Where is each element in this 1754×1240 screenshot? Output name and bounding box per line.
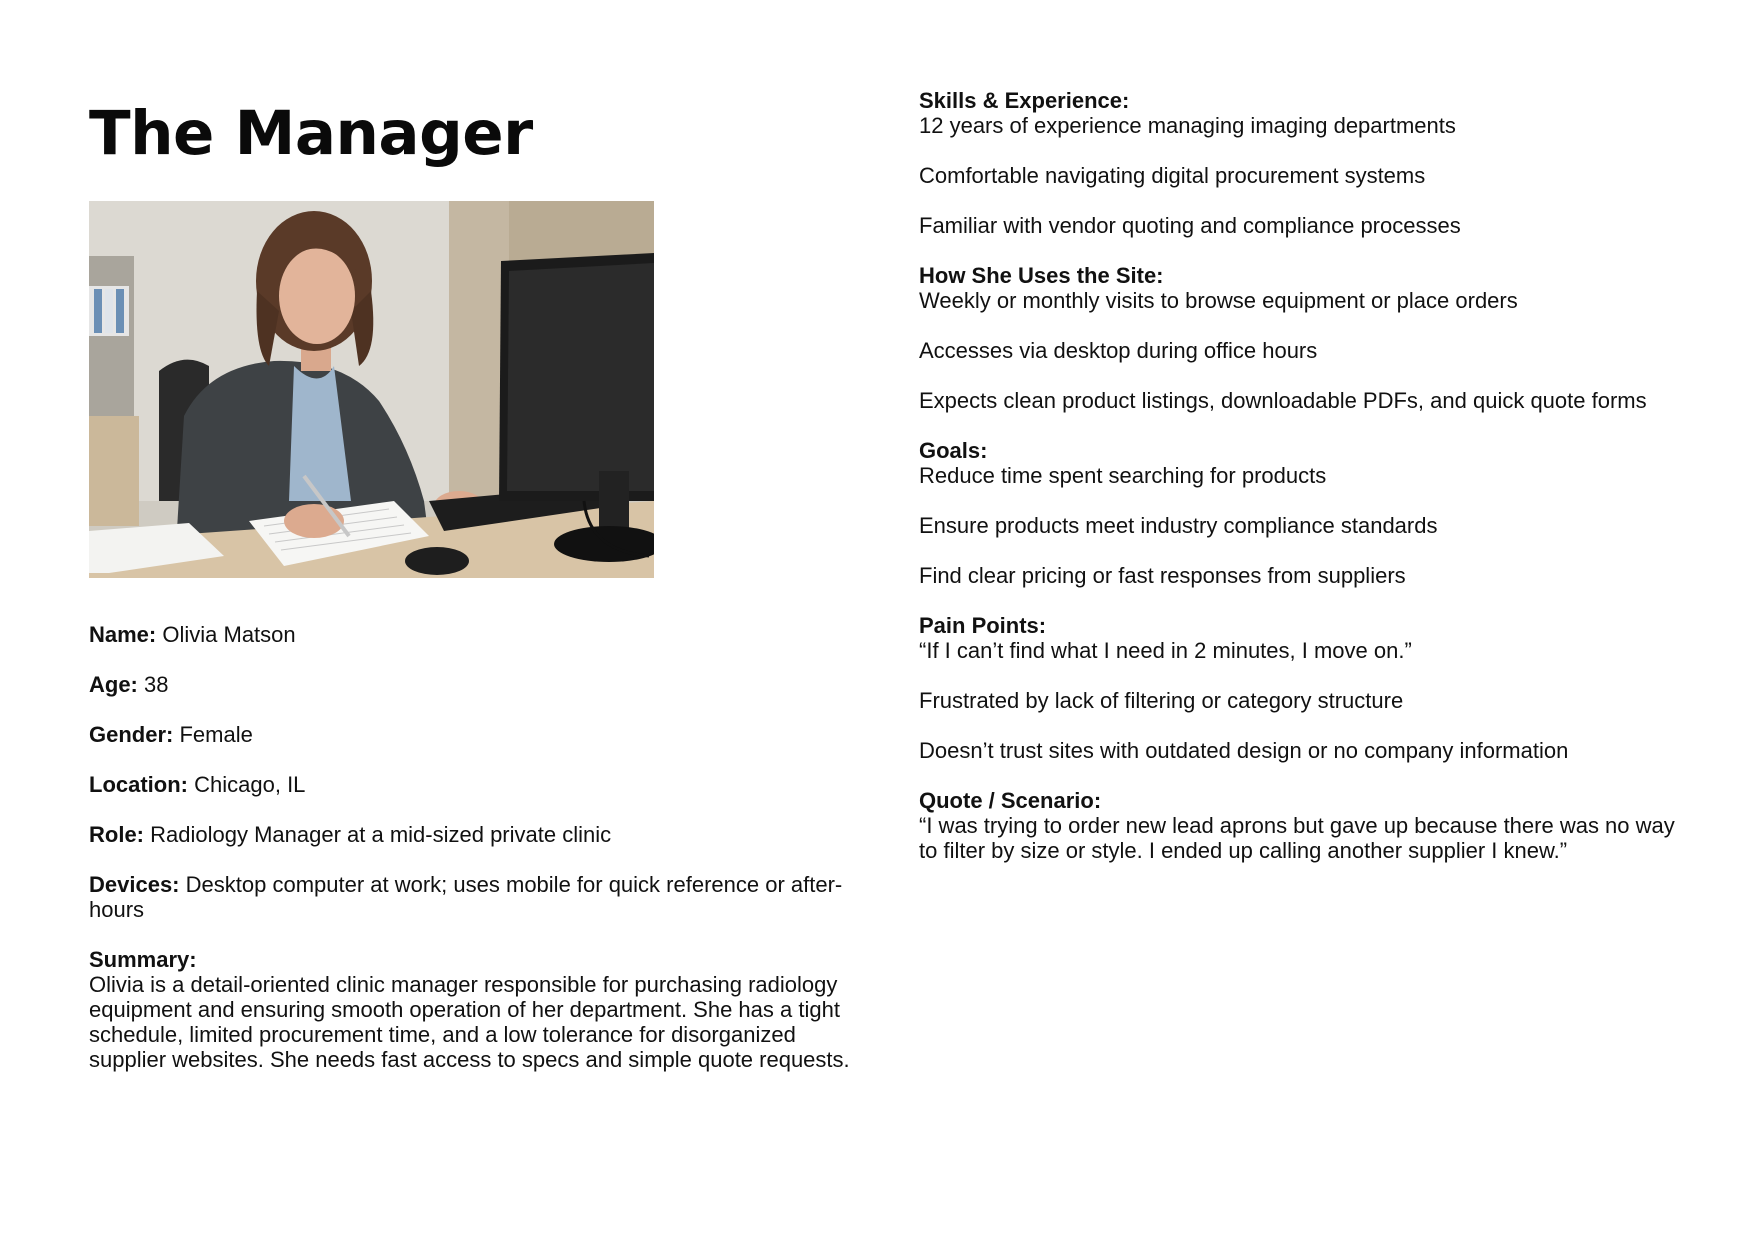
profile-gender-label: Gender: [89,722,174,748]
summary-text: Olivia is a detail-oriented clinic manager responsible for purchasing radiology equipment and ensuring smooth operation of her department. She has a tight schedule, limited procurement time, and a low tolerance for disorganized supplier websites. She needs fast access to specs and simple quote requests. [89,972,850,1073]
quote-section [919,788,1689,863]
goals-item: Find clear pricing or fast responses from suppliers [919,563,1406,588]
left-column [89,88,859,1097]
profile-age-label: Age: [89,672,138,698]
usage-item: Accesses via desktop during office hours [919,338,1318,363]
skills-item: Comfortable navigating digital procurement systems [919,163,1426,188]
goals-item: Ensure products meet industry compliance standards [919,513,1438,538]
profile-facts [89,622,859,1072]
profile-age-value: 38 [144,672,169,698]
pain-points-item: “If I can’t find what I need in 2 minutes, I move on.” [919,638,1412,663]
profile-location-value: Chicago, IL [194,772,306,798]
profile-name [89,622,859,647]
profile-role-value: Radiology Manager at a mid-sized private clinic [150,822,612,848]
goals-heading: Goals: [919,438,988,463]
persona-photo [89,201,654,578]
usage-item: Expects clean product listings, downloadable PDFs, and quick quote forms [919,388,1647,413]
summary-heading: Summary: [89,947,197,973]
pain-points-item: Frustrated by lack of filtering or category structure [919,688,1404,713]
profile-name-value: Olivia Matson [162,622,296,648]
profile-gender [89,722,859,747]
usage-heading: How She Uses the Site: [919,263,1164,288]
profile-age [89,672,859,697]
persona-photo-illustration [89,201,654,578]
goals-section [919,438,1689,588]
profile-role [89,822,859,847]
profile-devices [89,872,859,922]
profile-role-label: Role: [89,822,144,848]
pain-points-section [919,613,1689,763]
profile-devices-value: Desktop computer at work; uses mobile for quick reference or after-hours [89,872,843,923]
profile-location [89,772,859,797]
profile-gender-value: Female [179,722,253,748]
profile-devices-label: Devices: [89,872,180,898]
usage-item: Weekly or monthly visits to browse equipment or place orders [919,288,1518,313]
quote-heading: Quote / Scenario: [919,788,1102,813]
page-title: The Manager [89,98,533,169]
profile-summary [89,947,859,1072]
skills-item: Familiar with vendor quoting and compliance processes [919,213,1461,238]
skills-item: 12 years of experience managing imaging departments [919,113,1456,138]
right-column [919,88,1689,888]
usage-section [919,263,1689,413]
skills-section [919,88,1689,238]
profile-name-label: Name: [89,622,157,648]
skills-heading: Skills & Experience: [919,88,1130,113]
quote-text: “I was trying to order new lead aprons but gave up because there was no way to filter by size or style. I ended up calling another supplier I knew.” [919,813,1675,863]
pain-points-heading: Pain Points: [919,613,1047,638]
goals-item: Reduce time spent searching for products [919,463,1327,488]
pain-points-item: Doesn’t trust sites with outdated design or no company information [919,738,1569,763]
profile-location-label: Location: [89,772,188,798]
